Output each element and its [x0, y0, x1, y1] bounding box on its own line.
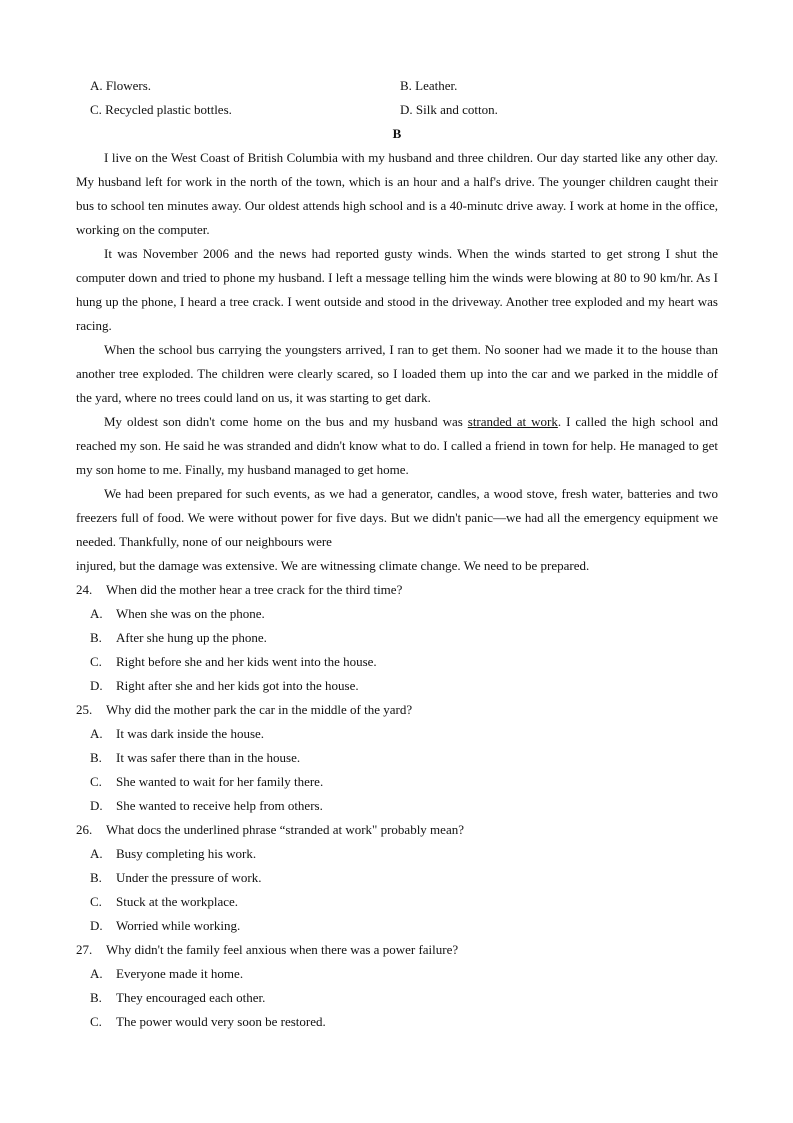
- choice-letter: D.: [90, 798, 103, 813]
- choice-b: [76, 986, 718, 1010]
- passage-paragraph-1: I live on the West Coast of British Columbia with my husband and three children. Our day started like any other day. My husband left for work in the north of the town, which is an hour and a half's drive. The younger children caught their bus to school ten minutes away. Our oldest attends high school and is a 40-minutc drive away. I work at home in the office, working on the computer.: [76, 150, 718, 237]
- paragraph-4-start: My oldest son didn't come home on the bus and my husband was: [104, 414, 468, 429]
- choice-letter: B.: [90, 870, 102, 885]
- prev-option-a: A. Flowers.: [90, 78, 152, 93]
- section-title: B: [392, 126, 402, 141]
- passage-paragraph-3: When the school bus carrying the youngsters arrived, I ran to get them. No sooner had we made it to the house than another tree exploded. The children were clearly scared, so I loaded them up into the car and we parked in the middle of the yard, where no trees could land on us, it was starting to get dark.: [76, 342, 718, 405]
- choice-letter: A.: [90, 846, 103, 861]
- choice-text: Busy completing his work.: [116, 846, 257, 861]
- choice-b: [76, 626, 718, 650]
- choice-d: [76, 674, 718, 698]
- choice-text: The power would very soon be restored.: [116, 1014, 326, 1029]
- choice-c: [76, 650, 718, 674]
- question-number: 27.: [76, 942, 93, 957]
- question-stem: [76, 698, 718, 722]
- choice-c: [76, 1010, 718, 1034]
- choice-c: [76, 770, 718, 794]
- choice-b: [76, 866, 718, 890]
- exam-page: [76, 74, 718, 1034]
- question-text: Why didn't the family feel anxious when there was a power failure?: [106, 942, 459, 957]
- choice-letter: A.: [90, 606, 103, 621]
- paragraph-4-end: . I called the high school and reached my son. He said he was stranded and didn't know what to do. I called a friend in town for help. He managed to get my son home to me. Finally, my husband managed to get home.: [76, 414, 719, 477]
- choice-d: [76, 914, 718, 938]
- prev-option-c: C. Recycled plastic bottles.: [90, 102, 232, 117]
- passage-paragraph-2: It was November 2006 and the news had reported gusty winds. When the winds started to get strong I shut the computer down and tried to phone my husband. I left a message telling him the winds were blowing at 80 to 90 km/hr. As I hung up the phone, I heard a tree crack. I went outside and stood in the driveway. Another tree exploded and my heart was racing.: [76, 246, 718, 333]
- choice-text: After she hung up the phone.: [116, 630, 267, 645]
- question-stem: [76, 818, 718, 842]
- choice-letter: B.: [90, 990, 102, 1005]
- choice-letter: B.: [90, 630, 102, 645]
- question-text: When did the mother hear a tree crack for the third time?: [106, 582, 403, 597]
- choice-text: When she was on the phone.: [116, 606, 265, 621]
- question-number: 24.: [76, 582, 93, 597]
- choice-b: [76, 746, 718, 770]
- choice-letter: C.: [90, 894, 102, 909]
- choice-letter: B.: [90, 750, 102, 765]
- question-number: 26.: [76, 822, 93, 837]
- prev-option-b: B. Leather.: [400, 78, 458, 93]
- passage-paragraph-6: injured, but the damage was extensive. We are witnessing climate change. We need to be prepared.: [76, 558, 590, 573]
- choice-text: It was dark inside the house.: [116, 726, 265, 741]
- underlined-phrase: stranded at work: [467, 414, 558, 429]
- choice-text: Right after she and her kids got into the house.: [116, 678, 359, 693]
- choice-text: Right before she and her kids went into the house.: [116, 654, 377, 669]
- choice-letter: C.: [90, 654, 102, 669]
- choice-text: It was safer there than in the house.: [116, 750, 301, 765]
- passage-paragraph-5: We had been prepared for such events, as we had a generator, candles, a wood stove, fresh water, batteries and two freezers full of food. We were without power for five days. But we didn't panic—we had all the emergency equipment we needed. Thankfully, none of our neighbours were: [76, 486, 718, 549]
- choice-text: Stuck at the workplace.: [116, 894, 239, 909]
- prev-options-row-1: [76, 74, 718, 98]
- choice-text: She wanted to wait for her family there.: [116, 774, 324, 789]
- question-25: [76, 698, 718, 818]
- passage-paragraph-4: [76, 410, 718, 482]
- choice-letter: D.: [90, 678, 103, 693]
- choice-text: Everyone made it home.: [116, 966, 244, 981]
- question-26: [76, 818, 718, 938]
- choice-a: [76, 602, 718, 626]
- choice-letter: C.: [90, 774, 102, 789]
- choice-c: [76, 890, 718, 914]
- question-number: 25.: [76, 702, 93, 717]
- choice-a: [76, 842, 718, 866]
- choice-text: Worried while working.: [116, 918, 241, 933]
- question-text: What docs the underlined phrase “stranded at work" probably mean?: [106, 822, 464, 837]
- choice-text: Under the pressure of work.: [116, 870, 262, 885]
- question-27: [76, 938, 718, 1034]
- choice-letter: D.: [90, 918, 103, 933]
- prev-option-d: D. Silk and cotton.: [400, 102, 498, 117]
- choice-letter: A.: [90, 726, 103, 741]
- question-stem: [76, 578, 718, 602]
- choice-letter: C.: [90, 1014, 102, 1029]
- choice-a: [76, 722, 718, 746]
- prev-options-row-2: [76, 98, 718, 122]
- choice-text: She wanted to receive help from others.: [116, 798, 323, 813]
- choice-letter: A.: [90, 966, 103, 981]
- choice-text: They encouraged each other.: [116, 990, 266, 1005]
- question-stem: [76, 938, 718, 962]
- question-text: Why did the mother park the car in the middle of the yard?: [106, 702, 413, 717]
- choice-d: [76, 794, 718, 818]
- choice-a: [76, 962, 718, 986]
- question-24: [76, 578, 718, 698]
